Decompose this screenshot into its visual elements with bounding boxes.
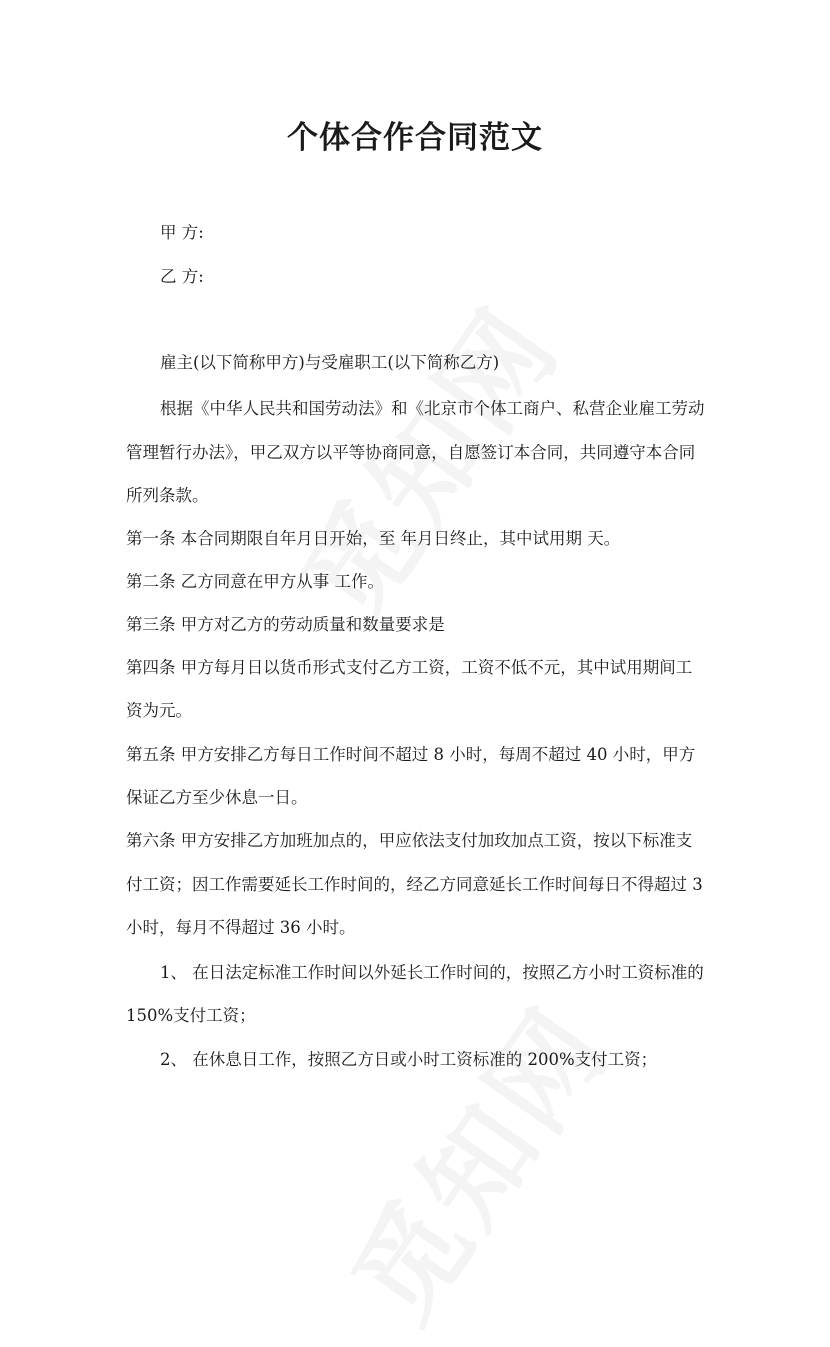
- paragraph-line: 资为元。: [126, 701, 192, 720]
- paragraph-line: 150%支付工资；: [126, 1006, 256, 1025]
- party-a-label: 甲 方:: [160, 223, 204, 242]
- clause-2: 第二条 乙方同意在甲方从事 工作。: [126, 572, 384, 591]
- paragraph-line: 雇主(以下简称甲方)与受雇职工(以下简称乙方): [160, 353, 500, 372]
- clause-5: 第五条 甲方安排乙方每日工作时间不超过 8 小时，每周不超过 40 小时，甲方: [126, 745, 696, 764]
- paragraph-line: 保证乙方至少休息一日。: [126, 788, 308, 807]
- paragraph-line: 管理暂行办法》，甲乙双方以平等协商同意，自愿签订本合同，共同遵守本合同: [126, 443, 696, 462]
- paragraph-line: 根据《中华人民共和国劳动法》和《北京市个体工商户、私营企业雇工劳动: [160, 399, 705, 418]
- clause-1: 第一条 本合同期限自年月日开始，至 年月日终止，其中试用期 天。: [126, 529, 621, 548]
- party-b-label: 乙 方:: [160, 267, 204, 286]
- clause-4: 第四条 甲方每月日以货币形式支付乙方工资，工资不低不元，其中试用期间工: [126, 658, 693, 677]
- paragraph-line: 付工资；因工作需要延长工作时间的，经乙方同意延长工作时间每日不得超过 3: [126, 875, 703, 894]
- document-title: 个体合作合同范文: [287, 120, 543, 156]
- paragraph-line: 所列条款。: [126, 486, 209, 505]
- paragraph-line: 小时，每月不得超过 36 小时。: [126, 918, 356, 937]
- list-item: 1、 在日法定标准工作时间以外延长工作时间的，按照乙方小时工资标准的: [160, 963, 704, 982]
- list-item: 2、 在休息日工作，按照乙方日或小时工资标准的 200%支付工资；: [160, 1050, 658, 1069]
- watermark: [309, 971, 638, 1347]
- clause-6: 第六条 甲方安排乙方加班加点的，甲应依法支付加玫加点工资，按以下标准支: [126, 831, 693, 850]
- clause-3: 第三条 甲方对乙方的劳动质量和数量要求是: [126, 615, 445, 634]
